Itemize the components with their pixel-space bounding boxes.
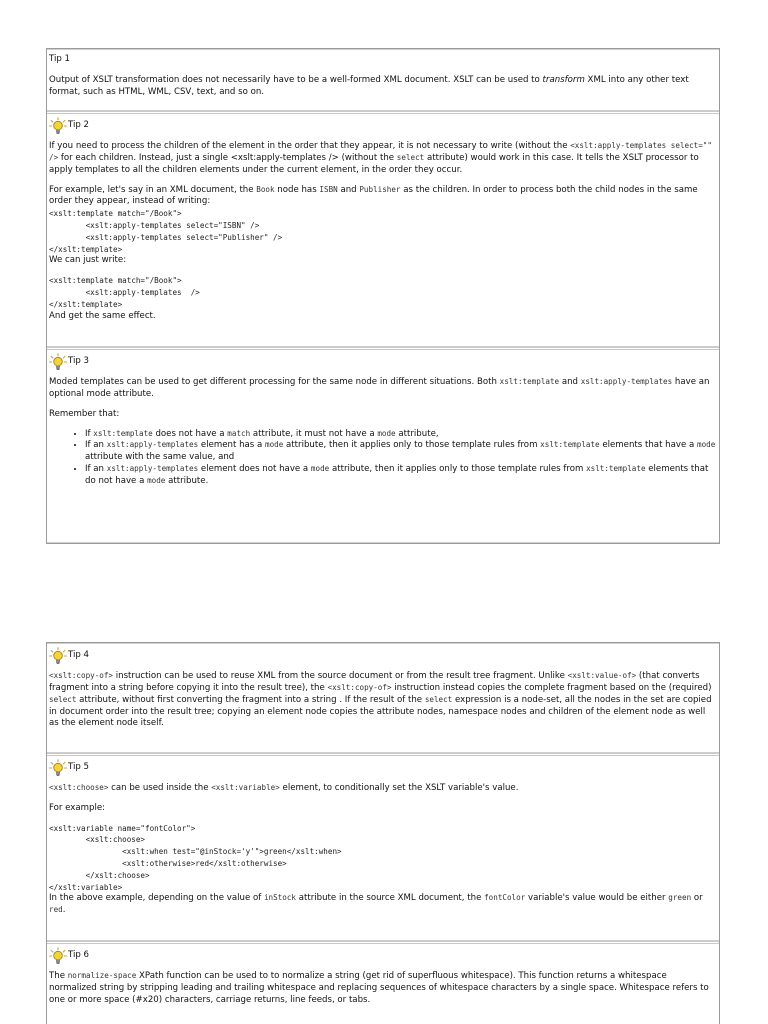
tip-title: Tip 2: [68, 120, 90, 131]
tip-text: Remember that:: [49, 408, 120, 419]
lightbulb-icon: [49, 947, 67, 965]
tip-3: [47, 347, 719, 543]
lightbulb-icon: [49, 759, 67, 777]
tip-title: Tip 6: [68, 950, 90, 961]
tip-text: <xslt:choose> can be used inside the <xslt:variable> element, to conditionally set the XSLT variable's value.: [49, 783, 519, 793]
tip-text: Moded templates can be used to get different processing for the same node in different situations. Both xslt:template and xslt:apply-templates have an optional mode attribute.: [49, 377, 710, 399]
tip-title: Tip 3: [68, 356, 90, 367]
tip-4: [47, 643, 719, 753]
tip-text: If you need to process the children of the element in the order that they appear, it is not necessary to write (without the <xslt:apply-templates select="" /> for each children. Instead, just a single <xslt:apply-templates /> (without the select attribute) would work in this case. It tells the XSLT processor to apply templates to all the children elements under the current element, in the order they occur.: [49, 141, 712, 175]
tip-text: Output of XSLT transformation does not necessarily have to be a well-formed XML document. XSLT can be used to transform XML into any other text format, such as HTML, WML, CSV, text, and so on.: [49, 75, 689, 97]
tip-2: [47, 111, 719, 347]
tips-panel-bottom: [46, 642, 720, 1024]
list-item: • If an xslt:apply-templates element has a mode attribute, then it applies only to those template rules from xslt:template elements that have a mode attribute with the same value, and: [85, 440, 717, 464]
tip-text: For example, let's say in an XML document, the Book node has ISBN and Publisher as the children. In order to process both the child nodes in the same order they appear, instead of writing:: [49, 184, 698, 207]
code-block: <xslt:variable name="fontColor"> <xslt:choose> <xslt:when test="@inStock='y'">green</xslt:when> <xslt:otherwise>red</xslt:otherwise> </xslt:choose> </xslt:variable>: [49, 823, 342, 892]
bullet-list: [49, 429, 717, 488]
tips-panel-top: [46, 48, 720, 544]
list-item: • If an xslt:apply-templates element does not have a mode attribute, then it applies only to those template rules from xslt:template elements that do not have a mode attribute.: [85, 464, 717, 488]
code-block: <xslt:template match="/Book"> <xslt:apply-templates select="ISBN" /> <xslt:apply-templates select="Publisher" /> </xslt:template>: [49, 209, 283, 254]
tip-text: <xslt:copy-of> instruction can be used to reuse XML from the source document or from the result tree fragment. Unlike <xslt:value-of> (that converts fragment into a string before copying it into the result tree), the <xslt:copy-of> instruction instead copies the complete fragment based on the (required) select attribute, without first converting the fragment into a string . If the result of the select expression is a node-set, all the nodes in the set are copied in document order into the result tree; copying an element node copies the attribute nodes, namespace nodes and children of the element node as well as the element node itself.: [49, 671, 712, 729]
lightbulb-icon: [49, 117, 67, 135]
code-block: <xslt:template match="/Book"> <xslt:apply-templates /> </xslt:template>: [49, 276, 200, 309]
lightbulb-icon: [49, 353, 67, 371]
tip-title: Tip 5: [68, 762, 90, 773]
tip-title: Tip 4: [68, 650, 90, 661]
lightbulb-icon: [49, 647, 67, 665]
tip-text: We can just write:: [49, 255, 127, 266]
tip-text: The normalize-space XPath function can be used to to normalize a string (get rid of superfluous whitespace). This function returns a whitespace normalized string by stripping leading and trailing whitespace and replacing sequences of whitespace characters by a single space. Whitespace refers to one or more space (#x20) characters, carriage returns, line feeds, or tabs.: [49, 971, 709, 1005]
tip-1: [47, 49, 719, 111]
tip-text: In the above example, depending on the value of inStock attribute in the source XML document, the fontColor variable's value would be either green or red.: [49, 893, 703, 916]
list-item: • If xslt:template does not have a match attribute, it must not have a mode attribute,: [85, 429, 717, 441]
tip-6: [47, 941, 719, 1019]
tip-text: And get the same effect.: [49, 310, 156, 321]
tip-5: [47, 753, 719, 941]
tip-text: For example:: [49, 802, 106, 813]
tip-title: Tip 1: [49, 54, 71, 65]
